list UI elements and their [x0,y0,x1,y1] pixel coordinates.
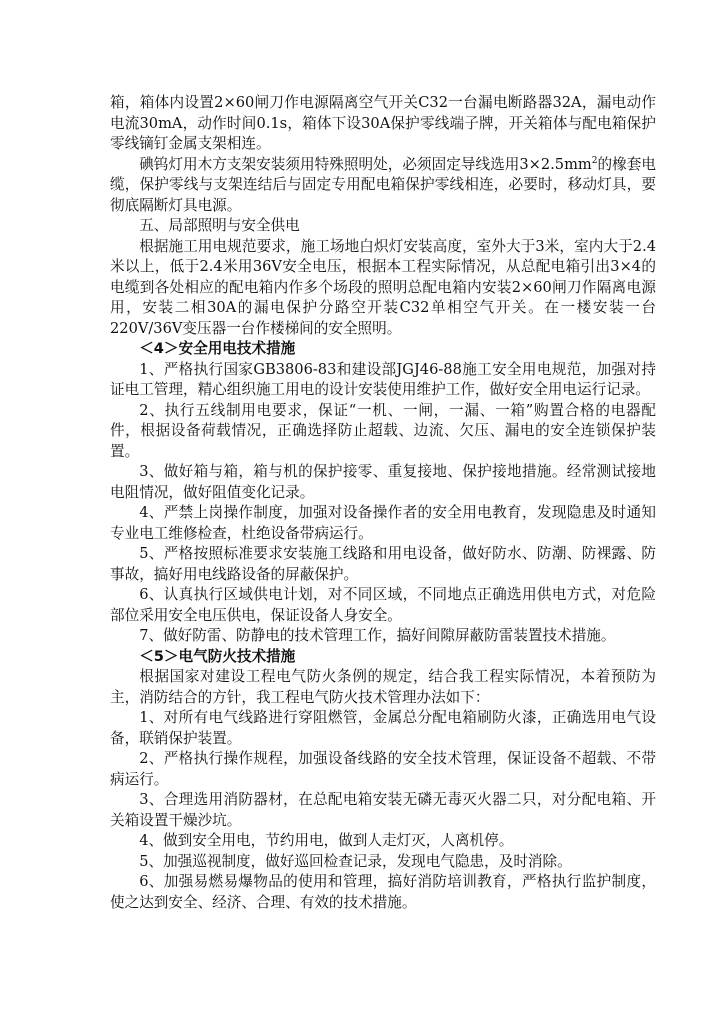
paragraph-intro: 箱，箱体内设置2×60闸刀作电源隔离空气开关C32一台漏电断路器32A，漏电动作电流30mA，动作时间0.1s，箱体下设30A保护零线端子牌，开关箱体与配电箱保护零线镝钉金属支架相连。 [110,94,656,152]
document-page [110,93,656,913]
heading-safety-measures: ＜4＞安全用电技术措施 [139,340,296,357]
lamp-text-part1: 碘钨灯用木方支架安装须用特殊照明处，必须固定导线选用3×2.5mm [139,155,592,173]
fire-item: 3、合理选用消防器材，在总配电箱安装无磷无毒灭火器二只，对分配电箱、开关箱设置干燥沙坑。 [110,791,656,829]
fire-item: 4、做到安全用电，节约用电，做到人走灯灭，人离机停。 [139,832,514,849]
lamp-text-part2: 的橡套电缆，保护零线与支架连结后与固定专用配电箱保护零线相连，必要时，移动灯具，要彻底隔断灯具电源。 [110,155,656,214]
safety-item: 3、做好箱与箱，箱与机的保护接零、重复接地、保护接地措施。经常测试接地电阻情况，做好阻值变化记录。 [110,463,656,501]
safety-item: 7、做好防雷、防静电的技术管理工作，搞好间隙屏蔽防雷装置技术措施。 [139,627,616,644]
paragraph-fire-intro: 根据国家对建设工程电气防火条例的规定，结合我工程实际情况，本着预防为主，消防结合的方针，我工程电气防火技术管理办法如下： [110,668,656,706]
paragraph-iodine-lamp [110,155,656,217]
safety-item: 2、执行五线制用电要求，保证“一机、一闸，一漏、一箱”购置合格的电器配件，根据设备荷载情况，正确选择防止超载、边流、欠压、漏电的安全连锁保护装置。 [110,401,656,460]
heading-fire-prevention: ＜5＞电气防火技术措施 [139,647,296,665]
lamp-superscript: 2 [591,155,598,166]
paragraph-lighting: 根据施工用电规范要求，施工场地白炽灯安装高度，室外大于3米，室内大于2.4米以上，低于2.4米用36V安全电压，根据本工程实际情况，从总配电箱引出3×4的电缆到各处相应的配电箱内作多个场段的照明总配电箱内安装2×60闸刀作隔离电源用，安装二相30A的漏电保护分路空开装C32单相空气开关。在一楼安装一台220V/36V变压器一台作楼梯间的安全照明。 [110,237,656,337]
safety-item: 6、认真执行区域供电计划，对不同区域，不同地点正确选用供电方式，对危险部位采用安全电压供电，保证设备人身安全。 [110,586,656,624]
fire-item: 1、对所有电气线路进行穿阻燃管，金属总分配电箱刷防火漆，正确选用电气设备，联销保护装置。 [110,709,656,747]
safety-item: 1、严格执行国家GB3806-83和建设部JGJ46-88施工安全用电规范，加强对持证电工管理，精心组织施工用电的设计安装使用维护工作，做好安全用电运行记录。 [110,360,656,398]
fire-item: 5、加强巡视制度，做好巡回检查记录，发现电气隐患，及时消除。 [139,852,572,870]
section-title-local-lighting: 五、局部照明与安全供电 [139,217,300,234]
safety-item: 4、严禁上岗操作制度，加强对设备操作者的安全用电教育，发现隐患及时通知专业电工维修检查，杜绝设备带病运行。 [110,504,656,542]
safety-item: 5、严格按照标准要求安装施工线路和用电设备，做好防水、防潮、防裸露、防事故，搞好用电线路设备的屏蔽保护。 [110,545,656,583]
fire-item: 2、严格执行操作规程，加强设备线路的安全技术管理，保证设备不超载、不带病运行。 [110,750,656,788]
fire-item: 6、加强易燃易爆物品的使用和管理，搞好消防培训教育，严格执行监护制度，使之达到安全、经济、合理、有效的技术措施。 [110,873,656,911]
